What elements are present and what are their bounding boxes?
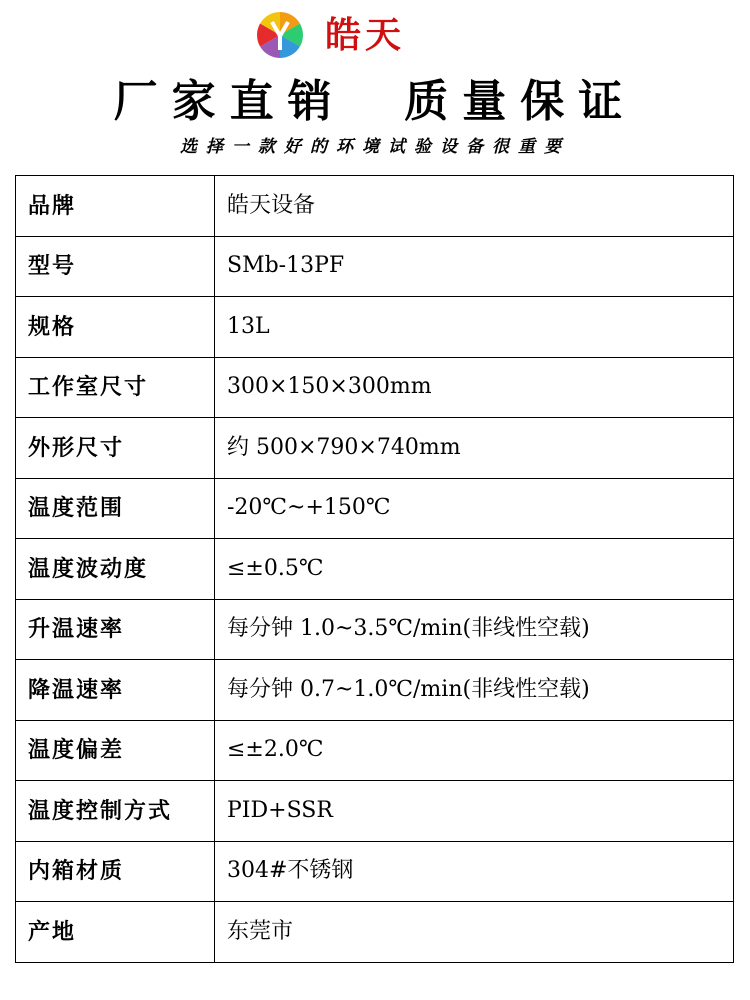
spec-value: PID+SSR [215, 781, 734, 842]
spec-value: 每分钟 1.0~3.5℃/min(非线性空载) [215, 599, 734, 660]
spec-label: 升温速率 [16, 599, 215, 660]
spec-value: ≤±0.5℃ [215, 539, 734, 600]
table-row [16, 176, 734, 237]
spec-label: 型号 [16, 236, 215, 297]
spec-value: SMb-13PF [215, 236, 734, 297]
table-row [16, 418, 734, 479]
spec-label: 产地 [16, 902, 215, 963]
spec-value: 每分钟 0.7~1.0℃/min(非线性空载) [215, 660, 734, 721]
headline: 厂家直销 质量保证 [113, 76, 637, 127]
table-row [16, 297, 734, 358]
spec-label: 外形尺寸 [16, 418, 215, 479]
colorful-circle-logo-icon [255, 10, 305, 60]
table-row [16, 236, 734, 297]
table-row [16, 599, 734, 660]
spec-value: 约 500×790×740mm [215, 418, 734, 479]
spec-value: ≤±2.0℃ [215, 720, 734, 781]
spec-table [15, 175, 734, 963]
spec-label: 温度控制方式 [16, 781, 215, 842]
spec-table-body [16, 176, 734, 963]
tagline: 选择一款好的环境试验设备很重要 [180, 137, 570, 157]
table-row [16, 720, 734, 781]
table-row [16, 902, 734, 963]
spec-value: 13L [215, 297, 734, 358]
spec-label: 温度波动度 [16, 539, 215, 600]
spec-value: 300×150×300mm [215, 357, 734, 418]
spec-label: 温度范围 [16, 478, 215, 539]
spec-value: 皓天设备 [215, 176, 734, 237]
table-row [16, 841, 734, 902]
spec-value: 东莞市 [215, 902, 734, 963]
spec-label: 内箱材质 [16, 841, 215, 902]
table-row [16, 660, 734, 721]
spec-value: 304#不锈钢 [215, 841, 734, 902]
spec-label: 降温速率 [16, 660, 215, 721]
spec-label: 工作室尺寸 [16, 357, 215, 418]
table-row [16, 478, 734, 539]
spec-value: -20℃~+150℃ [215, 478, 734, 539]
brand-name: 皓天 [325, 14, 406, 56]
table-row [16, 539, 734, 600]
spec-label: 温度偏差 [16, 720, 215, 781]
table-row [16, 781, 734, 842]
brand-header [0, 8, 750, 68]
table-row [16, 357, 734, 418]
spec-label: 规格 [16, 297, 215, 358]
spec-label: 品牌 [16, 176, 215, 237]
